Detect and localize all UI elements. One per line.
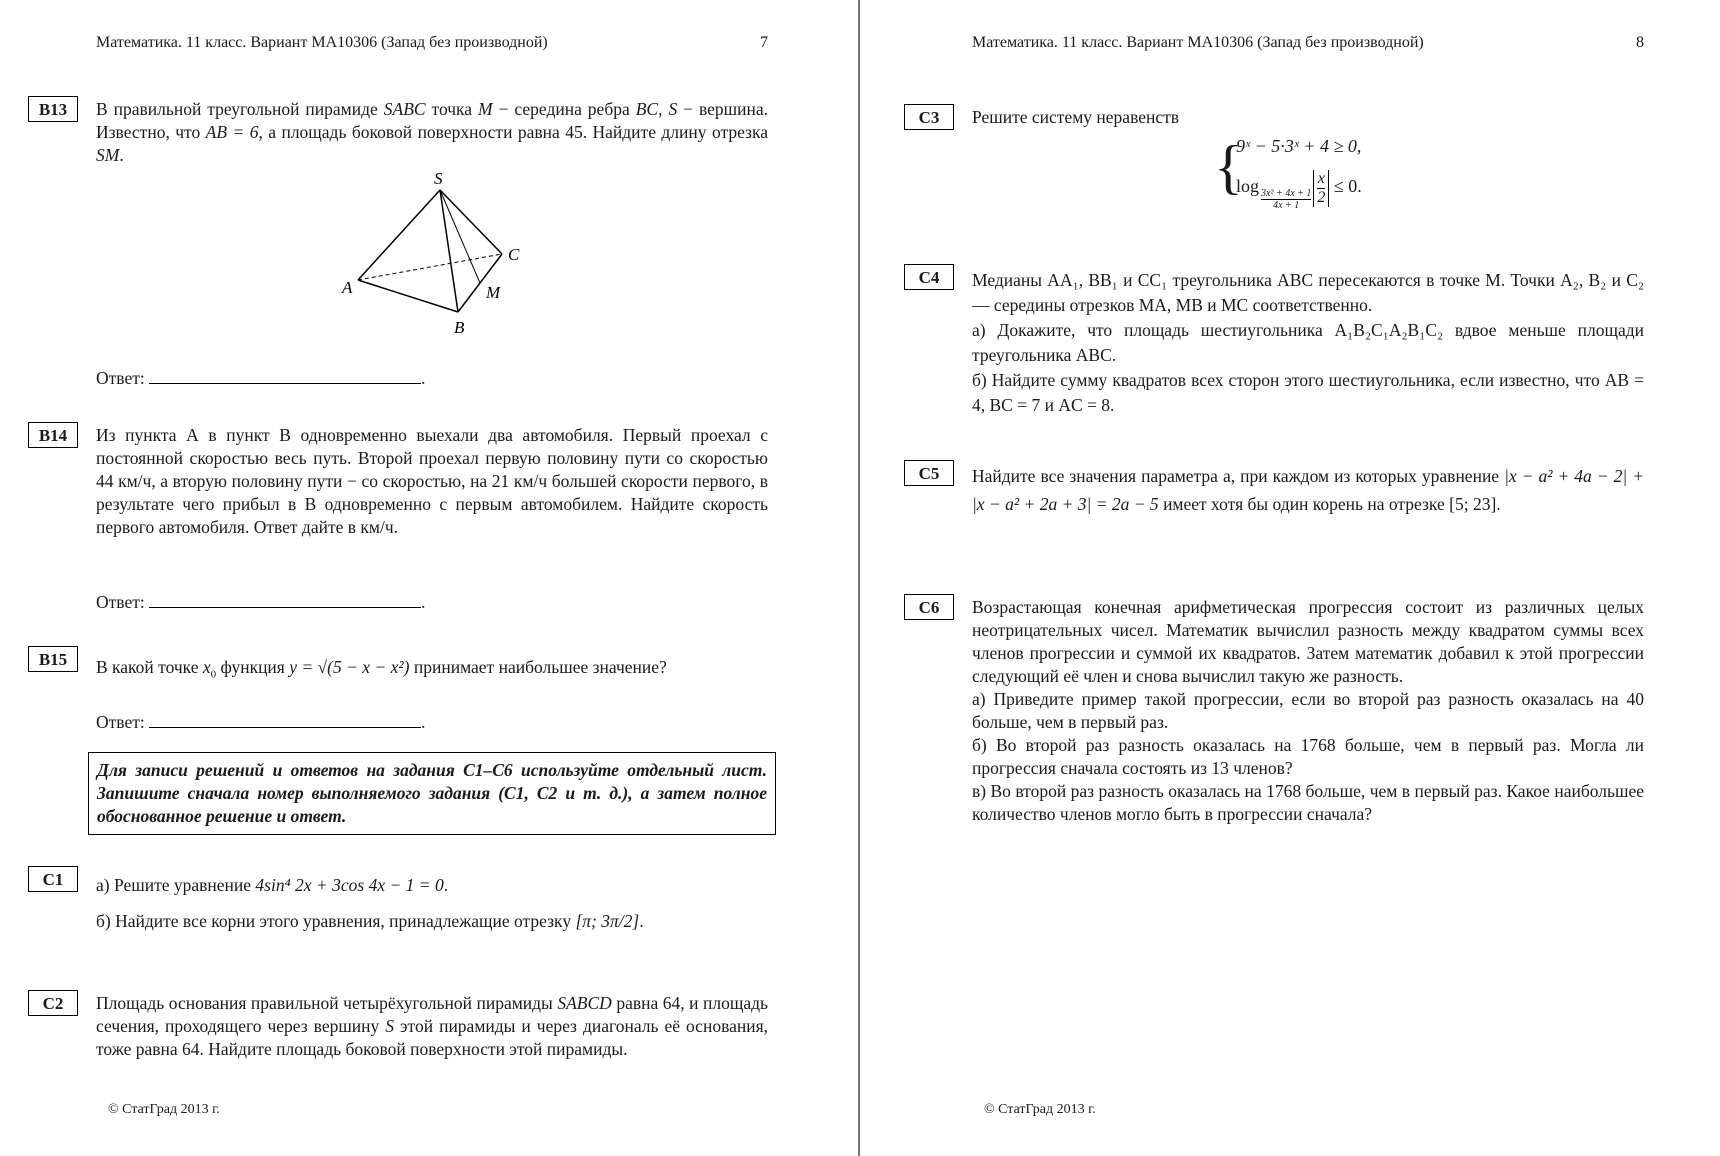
task-c1-part-a: а) Решите уравнение 4sin⁴ 2x + 3cos 4x − 1 = 0. (96, 875, 449, 895)
task-badge-c5: C5 (904, 460, 954, 486)
page-header: Математика. 11 класс. Вариант МА10306 (Запад без производной) (972, 34, 1424, 51)
answer-line[interactable] (149, 710, 421, 728)
answer-line[interactable] (149, 590, 421, 608)
instructions-box: Для записи решений и ответов на задания С1–С6 используйте отдельный лист. Запишите сначала номер выполняемого задания (С1, С2 и т. д.), а затем полное обоснованное решение и ответ. (88, 752, 776, 835)
answer-b15: Ответ: . (96, 712, 426, 732)
task-badge-b13: B13 (28, 96, 78, 122)
page-left (0, 0, 858, 1156)
task-c2-text: Площадь основания правильной четырёхугольной пирамиды SABCD равна 64, и площадь сечения, проходящего через вершину S этой пирамиды и через диагональ её основания, тоже равна 64. Найдите площадь боковой поверхности этой пирамиды. (96, 993, 769, 1059)
task-c1-part-b: б) Найдите все корни этого уравнения, принадлежащие отрезку [π; 3π/2]. (96, 911, 644, 931)
task-c4-text: Медианы AA₁, BB₁ и CC₁ треугольника ABC пересекаются в точке M. Точки A₂, B₂ и C₂ — середины отрезков MA, MB и MC соответственно. а) Докажите, что площадь шестиугольника A₁B₂C₁A₂B₁C₂ вдвое меньше площади треугольника ABC. б) Найдите сумму квадратов всех сторон этого шестиугольника, если известно, что AB = 4, BC = 7 и AC = 8. (972, 270, 1644, 415)
page-right: Математика. 11 класс. Вариант МА10306 (Запад без производной) 8 C3 Решите систему неравенств { 9ˣ − 5·3ˣ + 4 ≥ 0, log $\frac{\text{3x² + 4x + 1}}{4x + 1}$ $\frac{x}{2}$ ≤ 0. C4 Медианы AA₁, BB₁ и CC₁ треугольника ABC пересекаются в точке M. Точки A₂, B₂ и C₂ — середины отрезков MA, MB и MC соответственно. а) Докажите, что площадь шестиугольника A₁B₂C₁A₂B₁C₂ вдвое меньше площади треугольника ABC. б) Найдите сумму квадратов всех сторон этого шестиугольника, если известно, что AB = 4, BC = 7 и AC = 8. C5 Найдите все значения параметра a, при каждом из которых уравнение |x − a² + 4a − 2| + |x − a² + 2a + 3| = 2a − 5 имеет хотя бы один корень на отрезке [5; 23]. C6 Возрастающая конечная арифметическая прогрессия состоит из различных целых неотрицательных чисел. Математик вычислил разность между квадратом суммы всех членов прогрессии и суммой их квадратов. Затем математик добавил к этой прогрессии следующий её член и снова вычислил такую же разность. а) Приведите пример такой прогрессии, если во второй раз разность оказалась на 40 больше, чем в первый раз. б) Во второй раз разность оказалась на 1768 больше, чем в первый раз. Могла ли прогрессия сначала состоять из 13 членов? в) Во второй раз разность оказалась на 1768 больше, чем в первый раз. Какое наибольшее количество членов могло быть в прогрессии сначала? © СтатГрад 2013 г. (860, 0, 1720, 1156)
task-badge-c4: C4 (904, 264, 954, 290)
page-header: Математика. 11 класс. Вариант МА10306 (Запад без производной) (96, 34, 548, 51)
task-badge-c1: C1 (28, 866, 78, 892)
task-badge-c3: C3 (904, 104, 954, 130)
task-badge-b15: B15 (28, 646, 78, 672)
page-number: 8 (1636, 34, 1644, 51)
task-c5-text: Найдите все значения параметра a, при каждом из которых уравнение |x − a² + 4a − 2| + |x − a² + 2a + 3| = 2a − 5 имеет хотя бы один корень на отрезке [5; 23]. (972, 466, 1644, 514)
task-badge-c2: C2 (28, 990, 78, 1016)
pyramid-figure (330, 160, 530, 340)
task-c3-text: Решите систему неравенств (972, 107, 1180, 127)
task-b14-text: Из пункта А в пункт В одновременно выехали два автомобиля. Первый проехал с постоянной скоростью весь путь. Второй проехал первую половину пути со скоростью 44 км/ч, а вторую половину пути − со скоростью, на 21 км/ч большей скорости первого, в результате чего прибыл в В одновременно с первым автомобилем. Найдите скорость первого автомобиля. Ответ дайте в км/ч. (96, 425, 768, 537)
answer-line[interactable] (149, 366, 421, 384)
page-number: 7 (760, 34, 768, 51)
task-badge-b14: B14 (28, 422, 78, 448)
label-b: B (454, 318, 465, 337)
task-b15-text: В какой точке $x_0$ функция y = √(5 − x − x²) принимает наибольшее значение? (96, 657, 667, 681)
label-a: A (342, 278, 353, 297)
label-c: C (508, 245, 520, 264)
footer-copyright: © СтатГрад 2013 г. (108, 1102, 220, 1117)
footer-copyright: © СтатГрад 2013 г. (984, 1102, 1096, 1117)
task-b13-text: В правильной треугольной пирамиде SABC точка M − середина ребра BC, S − вершина. Известно, что AB = 6, а площадь боковой поверхности равна 45. Найдите длину отрезка SM. (96, 99, 769, 165)
task-c6-text: Возрастающая конечная арифметическая прогрессия состоит из различных целых неотрицательных чисел. Математик вычислил разность между квадратом суммы всех членов прогрессии и суммой их квадратов. Затем математик добавил к этой прогрессии следующий её член и снова вычислил такую же разность. а) Приведите пример такой прогрессии, если во второй раз разность оказалась на 40 больше, чем в первый раз. б) Во второй раз разность оказалась на 1768 больше, чем в первый раз. Могла ли прогрессия сначала состоять из 13 членов? в) Во второй раз разность оказалась на 1768 больше, чем в первый раз. Какое наибольшее количество членов могло быть в прогрессии сначала? (972, 597, 1644, 824)
task-badge-c6: C6 (904, 594, 954, 620)
label-s: S (434, 169, 443, 188)
answer-b14: Ответ: . (96, 592, 426, 612)
label-m: M (486, 283, 501, 302)
answer-b13: Ответ: . (96, 368, 426, 388)
